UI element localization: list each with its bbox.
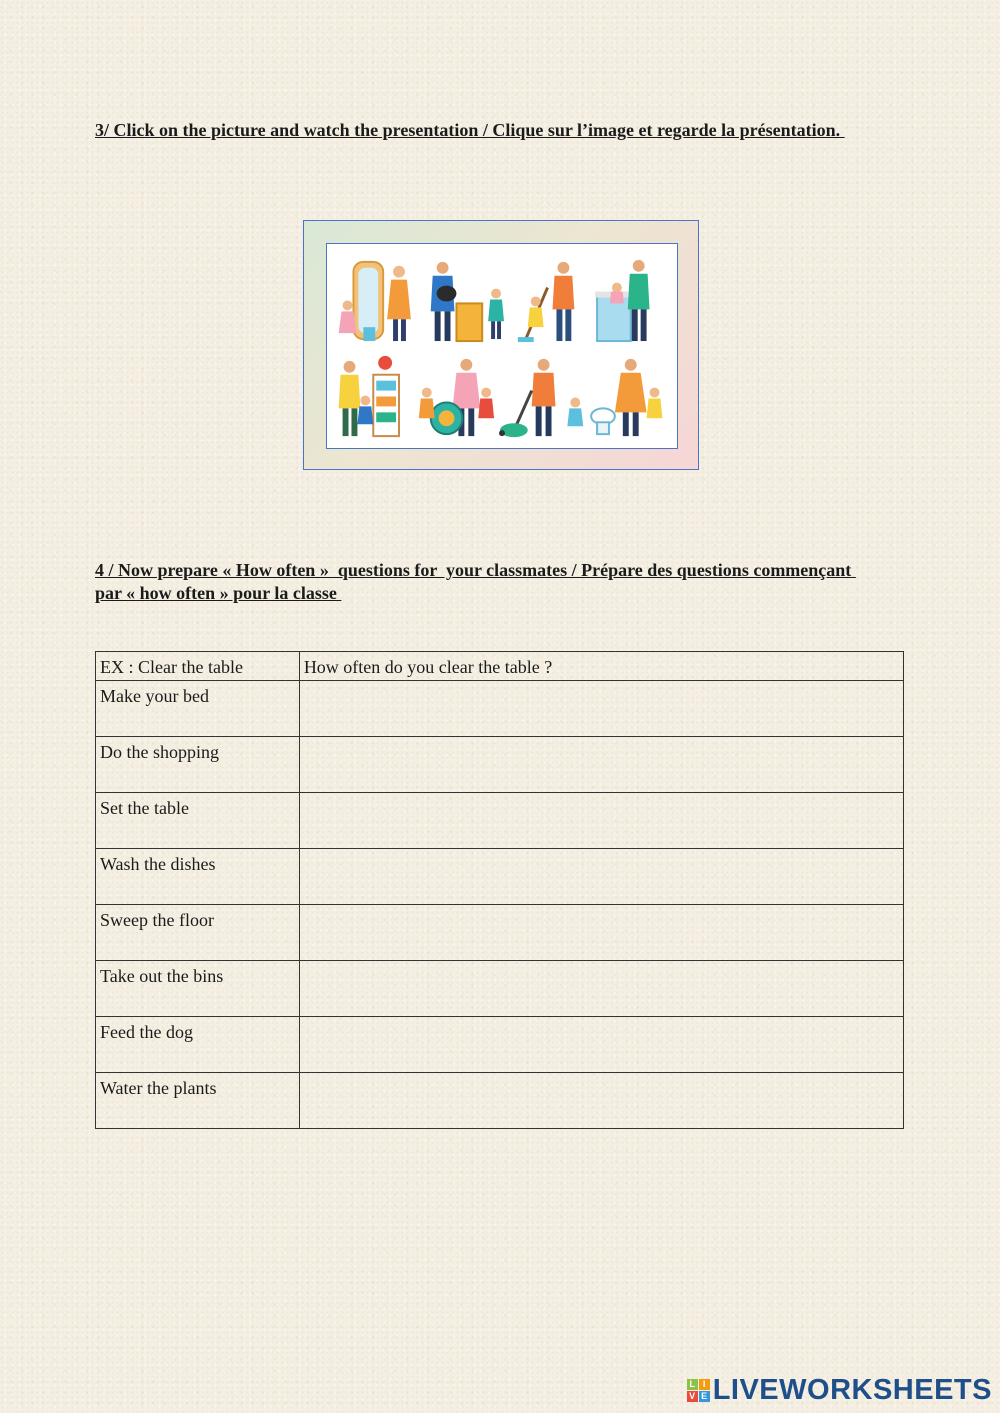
family-chores-image <box>327 244 677 448</box>
table-row <box>96 905 904 961</box>
question-answer-field[interactable] <box>299 849 903 905</box>
table-row <box>96 849 904 905</box>
chores-picture[interactable] <box>303 220 699 470</box>
question-answer-field[interactable] <box>299 793 903 849</box>
chore-label: Take out the bins <box>96 961 300 1017</box>
liveworksheets-logo <box>687 1373 992 1407</box>
question-answer-field[interactable] <box>299 1017 903 1073</box>
question-answer-field[interactable] <box>299 961 903 1017</box>
question-answer-field[interactable] <box>299 905 903 961</box>
example-question: How often do you clear the table ? <box>299 652 903 681</box>
example-row <box>96 652 904 681</box>
question-answer-field[interactable] <box>299 681 903 737</box>
logo-letter: I <box>699 1379 710 1390</box>
brand-name: LIVEWORKSHEETS <box>712 1373 992 1406</box>
table-row <box>96 1017 904 1073</box>
live-blocks-icon <box>687 1379 710 1402</box>
table-row <box>96 737 904 793</box>
table-row <box>96 793 904 849</box>
logo-letter: L <box>687 1379 698 1390</box>
question-answer-field[interactable] <box>299 1073 903 1129</box>
chore-label: Make your bed <box>96 681 300 737</box>
question-answer-field[interactable] <box>299 737 903 793</box>
table-row <box>96 961 904 1017</box>
table-row <box>96 681 904 737</box>
chore-label: Sweep the floor <box>96 905 300 961</box>
section-4-heading: 4 / Now prepare « How often » questions for your classmates / Prépare des questions commençant par « how often » pour la classe <box>95 560 856 603</box>
chore-label: Set the table <box>96 793 300 849</box>
logo-letter: E <box>699 1391 710 1402</box>
chore-label: Wash the dishes <box>96 849 300 905</box>
section-3-heading: 3/ Click on the picture and watch the presentation / Clique sur l’image et regarde la présentation. <box>95 120 845 140</box>
chore-label: Do the shopping <box>96 737 300 793</box>
table-row <box>96 1073 904 1129</box>
chore-label: Water the plants <box>96 1073 300 1129</box>
how-often-table <box>95 651 904 1129</box>
logo-letter: V <box>687 1391 698 1402</box>
chore-label: Feed the dog <box>96 1017 300 1073</box>
chores-illustration[interactable] <box>326 243 678 449</box>
example-chore: EX : Clear the table <box>96 652 300 681</box>
